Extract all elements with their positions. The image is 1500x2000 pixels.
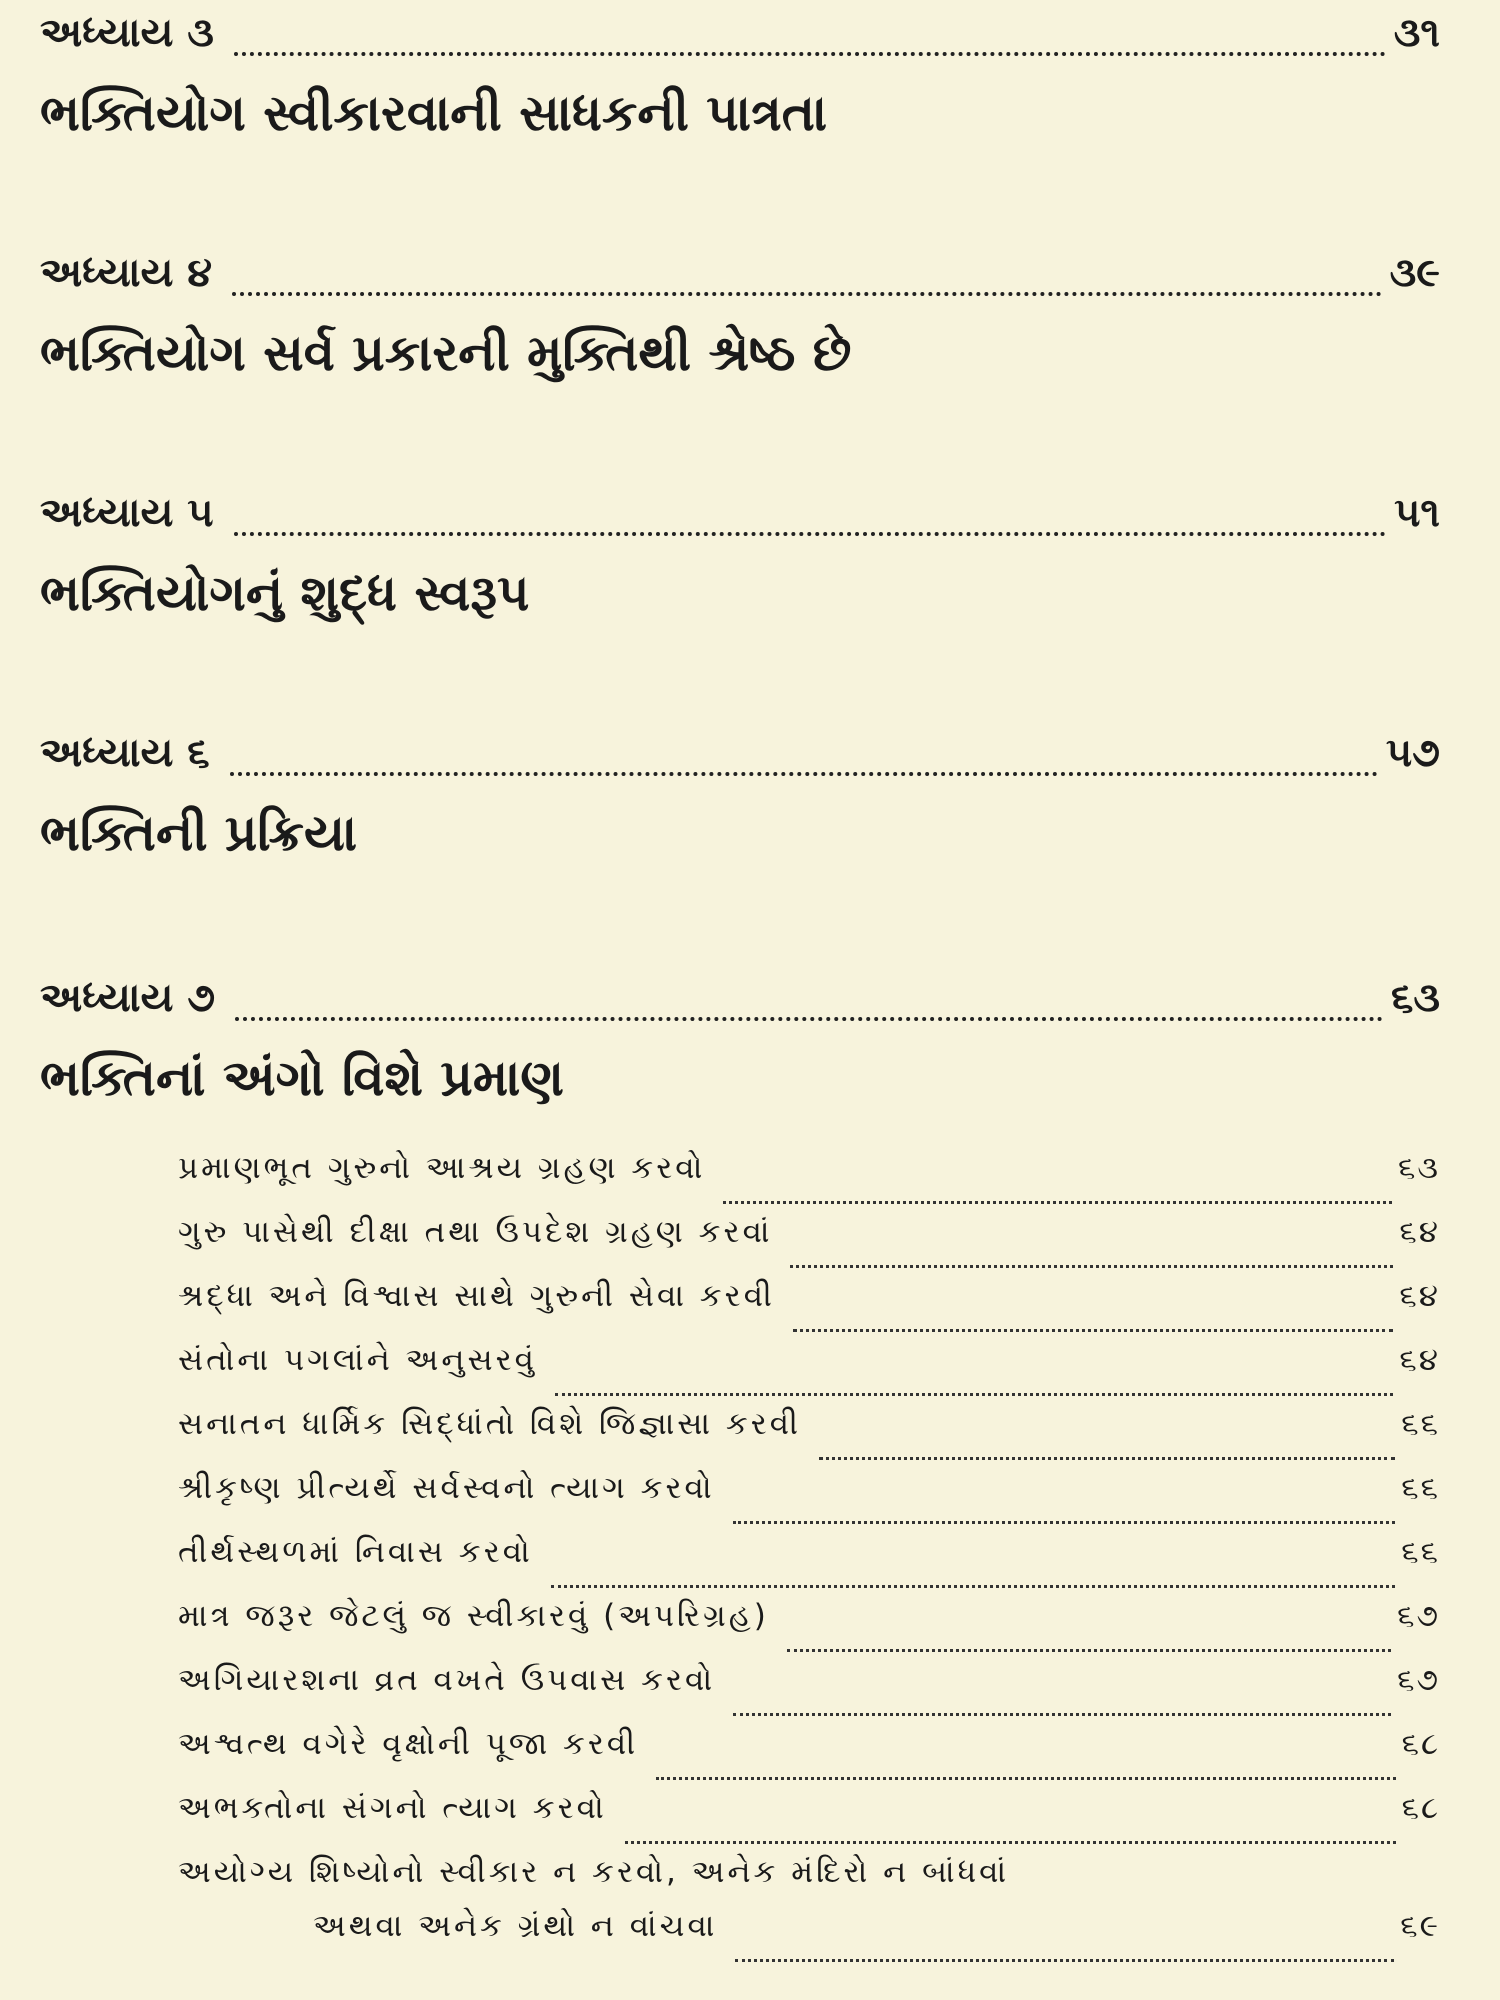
dot-leader	[790, 1265, 1393, 1268]
chapter-entry	[40, 250, 1440, 383]
subsection-page-number: ૬૪	[1399, 1214, 1440, 1250]
subsection-page-number: ૬૭	[1397, 1598, 1440, 1634]
chapter-label: અધ્યાય ૫	[40, 490, 214, 536]
subsection-label: અશ્વત્થ વગેરે વૃક્ષોની પૂજા કરવી	[178, 1726, 639, 1762]
chapter-heading-row[interactable]	[40, 730, 1440, 786]
subsection-entry-multiline-first[interactable]: અયોગ્ય શિષ્યોનો સ્વીકાર ન કરવો, અનેક મંદિરો ન બાંધવાં	[178, 1854, 1010, 1890]
subsection-label: શ્રીકૃષ્ણ પ્રીત્યર્થે સર્વસ્વનો ત્યાગ કરવો	[178, 1470, 715, 1506]
subsection-list	[178, 1150, 1440, 1972]
dot-leader	[793, 1329, 1394, 1332]
chapter-label: અધ્યાય ૭	[40, 975, 216, 1021]
subsection-page-number: ૬૪	[1399, 1278, 1440, 1314]
subsection-label: સંતોના પગલાંને અનુસરવું	[178, 1342, 537, 1378]
chapter-title: ભક્તિનાં અંગો વિશે પ્રમાણ	[40, 1049, 565, 1107]
subsection-page-number: ૬૭	[1397, 1662, 1440, 1698]
subsection-entry[interactable]	[178, 1406, 1440, 1470]
subsection-entry[interactable]	[178, 1342, 1440, 1406]
chapter-title: ભક્તિયોગ સ્વીકારવાની સાધકની પાત્રતા	[40, 84, 828, 142]
subsection-label: સનાતન ધાર્મિક સિદ્ધાંતો વિશે જિજ્ઞાસા કરવી	[178, 1406, 801, 1442]
subsection-page-number: ૬૬	[1401, 1534, 1440, 1570]
dot-leader	[625, 1841, 1396, 1844]
subsection-entry[interactable]	[178, 1726, 1440, 1790]
subsection-label: અથવા અનેક ગ્રંથો ન વાંચવા	[313, 1908, 718, 1944]
subsection-label: અગિયારશના વ્રત વખતે ઉપવાસ કરવો	[178, 1662, 716, 1698]
chapter-entry	[40, 730, 1440, 863]
dot-leader	[232, 292, 1382, 296]
chapter-title: ભક્તિયોગનું શુદ્ધ સ્વરૂપ	[40, 564, 530, 622]
subsection-entry[interactable]	[178, 1150, 1440, 1214]
dot-leader	[555, 1393, 1393, 1396]
subsection-entry[interactable]	[178, 1214, 1440, 1278]
chapter-title: ભક્તિયોગ સર્વ પ્રકારની મુક્તિથી શ્રેષ્ઠ છે	[40, 324, 852, 382]
subsection-label: તીર્થસ્થળમાં નિવાસ કરવો	[178, 1534, 533, 1570]
subsection-label: ગુરુ પાસેથી દીક્ષા તથા ઉપદેશ ગ્રહણ કરવાં	[178, 1214, 773, 1250]
subsection-label: શ્રદ્ધા અને વિશ્વાસ સાથે ગુરુની સેવા કરવી	[178, 1278, 775, 1314]
dot-leader	[733, 1521, 1396, 1524]
chapter-entry	[40, 10, 1440, 143]
chapter-page-number: ૫૭	[1385, 730, 1440, 776]
chapter-entry	[40, 490, 1440, 623]
dot-leader	[234, 532, 1387, 536]
subsection-label: માત્ર જરૂર જેટલું જ સ્વીકારવું (અપરિગ્રહ)	[178, 1598, 769, 1634]
subsection-entry[interactable]	[178, 1662, 1440, 1726]
chapter-entry	[40, 975, 1440, 1108]
chapter-page-number: ૩૯	[1389, 250, 1440, 296]
subsection-entry[interactable]	[178, 1278, 1440, 1342]
dot-leader	[735, 1959, 1394, 1962]
dot-leader	[551, 1585, 1395, 1588]
dot-leader	[230, 772, 1378, 776]
chapter-label: અધ્યાય ૬	[40, 730, 210, 776]
chapter-label: અધ્યાય ૩	[40, 10, 214, 56]
subsection-page-number: ૬૪	[1399, 1342, 1440, 1378]
subsection-label: પ્રમાણભૂત ગુરુનો આશ્રય ગ્રહણ કરવો	[178, 1150, 706, 1186]
dot-leader	[819, 1457, 1395, 1460]
chapter-heading-row[interactable]	[40, 250, 1440, 306]
chapter-heading-row[interactable]	[40, 490, 1440, 546]
dot-leader	[733, 1713, 1391, 1716]
dot-leader	[235, 1017, 1383, 1021]
chapter-page-number: ૬૩	[1390, 975, 1440, 1021]
subsection-page-number: ૬૮	[1401, 1790, 1440, 1826]
dot-leader	[656, 1777, 1395, 1780]
dot-leader	[723, 1201, 1392, 1204]
subsection-label: અભક્તોના સંગનો ત્યાગ કરવો	[178, 1790, 607, 1826]
dot-leader	[787, 1649, 1391, 1652]
subsection-entry[interactable]	[178, 1908, 1440, 1972]
subsection-entry[interactable]	[178, 1534, 1440, 1598]
subsection-entry[interactable]	[178, 1470, 1440, 1534]
subsection-page-number: ૬૬	[1401, 1470, 1440, 1506]
subsection-page-number: ૬૮	[1401, 1726, 1440, 1762]
subsection-entry[interactable]	[178, 1790, 1440, 1854]
chapter-label: અધ્યાય ૪	[40, 250, 213, 296]
chapter-heading-row[interactable]	[40, 10, 1440, 66]
subsection-page-number: ૬૩	[1397, 1150, 1440, 1186]
subsection-page-number: ૬૯	[1400, 1908, 1440, 1944]
chapter-heading-row[interactable]	[40, 975, 1440, 1031]
chapter-page-number: ૫૧	[1394, 490, 1440, 536]
dot-leader	[234, 52, 1386, 56]
subsection-page-number: ૬૬	[1401, 1406, 1440, 1442]
chapter-page-number: ૩૧	[1393, 10, 1440, 56]
chapter-title: ભક્તિની પ્રક્રિયા	[40, 804, 358, 862]
subsection-entry[interactable]	[178, 1598, 1440, 1662]
